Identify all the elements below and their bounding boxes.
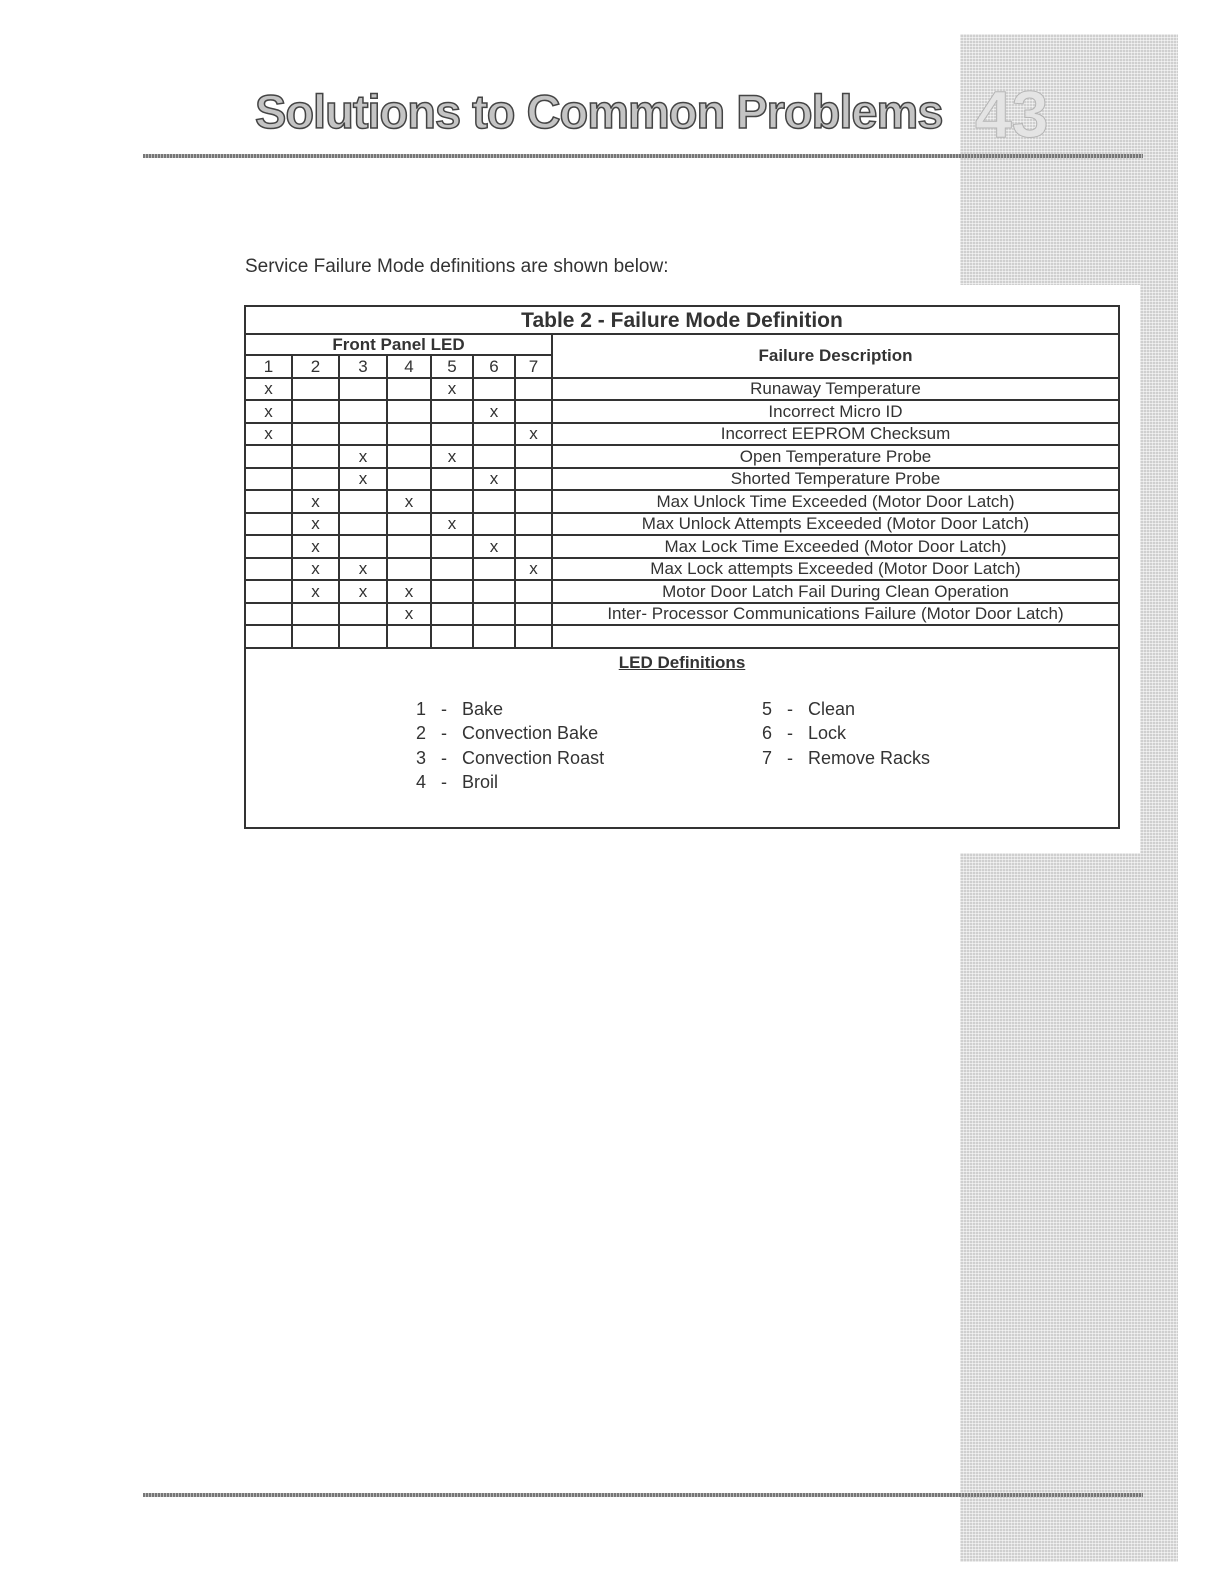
- led-mark-cell: [246, 513, 292, 536]
- led-definition-item: [406, 699, 503, 720]
- led-mark-cell: [339, 535, 387, 558]
- led-mark-cell: [515, 535, 552, 558]
- led-mark-cell: x: [387, 580, 431, 603]
- led-definition-label: Broil: [462, 772, 499, 792]
- front-panel-led-header: Front Panel LED: [246, 334, 552, 355]
- led-definition-item: [752, 723, 846, 744]
- led-definition-separator: -: [787, 698, 793, 719]
- led-definitions: [246, 649, 1118, 797]
- led-mark-cell: [515, 625, 552, 648]
- led-mark-cell: [292, 400, 339, 423]
- failure-description-cell: Incorrect Micro ID: [552, 400, 1118, 423]
- led-mark-cell: [473, 423, 515, 446]
- table-row: [246, 535, 1118, 558]
- failure-description-cell: Incorrect EEPROM Checksum: [552, 423, 1118, 446]
- failure-description-cell: Inter- Processor Communications Failure (Motor Door Latch): [552, 603, 1118, 626]
- led-mark-cell: [515, 603, 552, 626]
- led-definition-number: 3: [415, 747, 426, 768]
- led-mark-cell: x: [473, 400, 515, 423]
- led-mark-cell: [339, 513, 387, 536]
- led-definition-item: [752, 699, 855, 720]
- led-definition-label: Clean: [808, 698, 856, 719]
- led-definition-separator: -: [787, 747, 793, 768]
- table-row: [246, 378, 1118, 401]
- led-mark-cell: [292, 423, 339, 446]
- led-mark-cell: [431, 423, 473, 446]
- led-mark-cell: [339, 490, 387, 513]
- failure-description-cell: Max Lock Time Exceeded (Motor Door Latch): [552, 535, 1118, 558]
- led-mark-cell: [515, 468, 552, 491]
- led-mark-cell: [292, 378, 339, 401]
- table-row: [246, 423, 1118, 446]
- led-mark-cell: x: [431, 513, 473, 536]
- led-number-header: 2: [292, 355, 339, 378]
- led-mark-cell: [339, 400, 387, 423]
- led-mark-cell: [339, 378, 387, 401]
- led-number-header: 4: [387, 355, 431, 378]
- led-mark-cell: [387, 468, 431, 491]
- table-row: [246, 625, 1118, 648]
- failure-description-cell: Open Temperature Probe: [552, 445, 1118, 468]
- led-mark-cell: [339, 625, 387, 648]
- led-definition-label: Bake: [462, 698, 504, 719]
- led-mark-cell: [292, 445, 339, 468]
- led-mark-cell: [431, 400, 473, 423]
- table-row: [246, 400, 1118, 423]
- led-number-header: 1: [246, 355, 292, 378]
- led-definition-separator: -: [441, 698, 447, 719]
- led-mark-cell: x: [515, 558, 552, 581]
- led-mark-cell: x: [339, 445, 387, 468]
- table-row: [246, 445, 1118, 468]
- led-definition-number: 6: [761, 723, 772, 743]
- led-mark-cell: [515, 580, 552, 603]
- led-mark-cell: [292, 625, 339, 648]
- led-mark-cell: [292, 468, 339, 491]
- led-mark-cell: [515, 400, 552, 423]
- led-mark-cell: x: [339, 580, 387, 603]
- led-definition-separator: -: [441, 723, 447, 743]
- led-mark-cell: x: [292, 558, 339, 581]
- led-definition-label: Remove Racks: [808, 747, 931, 768]
- table-title: Table 2 - Failure Mode Definition: [246, 307, 1118, 334]
- led-mark-cell: x: [431, 378, 473, 401]
- led-mark-cell: [339, 423, 387, 446]
- header-rule: [143, 154, 1143, 158]
- led-mark-cell: [473, 558, 515, 581]
- led-mark-cell: [246, 535, 292, 558]
- failure-description-cell: Max Unlock Attempts Exceeded (Motor Door Latch): [552, 513, 1118, 536]
- table-row: [246, 513, 1118, 536]
- led-mark-cell: [246, 603, 292, 626]
- led-definition-label: Convection Roast: [462, 747, 605, 768]
- led-mark-cell: [387, 513, 431, 536]
- led-mark-cell: [473, 513, 515, 536]
- led-mark-cell: [387, 535, 431, 558]
- led-mark-cell: [387, 445, 431, 468]
- led-mark-cell: [473, 490, 515, 513]
- table-row: [246, 580, 1118, 603]
- led-definition-item: [406, 772, 498, 793]
- led-definition-number: 2: [415, 723, 426, 743]
- led-mark-cell: x: [246, 400, 292, 423]
- led-mark-cell: x: [473, 468, 515, 491]
- led-mark-cell: x: [339, 468, 387, 491]
- failure-mode-table-box: [244, 305, 1120, 829]
- led-number-header: 3: [339, 355, 387, 378]
- table-row: [246, 603, 1118, 626]
- led-mark-cell: x: [292, 513, 339, 536]
- led-mark-cell: [515, 490, 552, 513]
- table-row: [246, 490, 1118, 513]
- led-mark-cell: [473, 603, 515, 626]
- led-number-header: 7: [515, 355, 552, 378]
- led-number-header: 5: [431, 355, 473, 378]
- led-mark-cell: [515, 445, 552, 468]
- led-mark-cell: x: [387, 490, 431, 513]
- led-definition-separator: -: [787, 723, 793, 743]
- led-definition-label: Convection Bake: [462, 723, 599, 743]
- led-mark-cell: x: [246, 423, 292, 446]
- led-definition-item: [752, 748, 930, 769]
- led-mark-cell: [246, 580, 292, 603]
- led-mark-cell: x: [246, 378, 292, 401]
- led-mark-cell: [431, 468, 473, 491]
- led-mark-cell: [431, 558, 473, 581]
- footer-rule: [143, 1493, 1143, 1497]
- led-definition-number: 5: [761, 698, 772, 719]
- failure-mode-table: [246, 307, 1118, 649]
- led-mark-cell: x: [387, 603, 431, 626]
- led-mark-cell: x: [292, 580, 339, 603]
- led-definition-item: [406, 748, 604, 769]
- led-mark-cell: [246, 625, 292, 648]
- failure-description-cell: Runaway Temperature: [552, 378, 1118, 401]
- led-definition-separator: -: [441, 772, 447, 792]
- led-definition-item: [406, 723, 598, 744]
- failure-description-cell: Shorted Temperature Probe: [552, 468, 1118, 491]
- failure-description-cell: Motor Door Latch Fail During Clean Operation: [552, 580, 1118, 603]
- led-mark-cell: x: [431, 445, 473, 468]
- led-mark-cell: x: [473, 535, 515, 558]
- led-mark-cell: [387, 423, 431, 446]
- failure-description-cell: [552, 625, 1118, 648]
- led-mark-cell: [246, 558, 292, 581]
- led-mark-cell: [431, 603, 473, 626]
- led-mark-cell: x: [292, 490, 339, 513]
- failure-description-header: Failure Description: [552, 334, 1118, 378]
- led-mark-cell: x: [339, 558, 387, 581]
- led-mark-cell: [431, 535, 473, 558]
- led-mark-cell: [515, 513, 552, 536]
- led-mark-cell: [387, 378, 431, 401]
- led-mark-cell: x: [515, 423, 552, 446]
- failure-description-cell: Max Unlock Time Exceeded (Motor Door Latch): [552, 490, 1118, 513]
- table-row: [246, 468, 1118, 491]
- led-mark-cell: [473, 625, 515, 648]
- led-mark-cell: [387, 400, 431, 423]
- led-mark-cell: [515, 378, 552, 401]
- led-definition-number: 7: [761, 747, 772, 768]
- led-mark-cell: [246, 445, 292, 468]
- intro-text: Service Failure Mode definitions are shown below:: [245, 256, 669, 277]
- led-mark-cell: [387, 558, 431, 581]
- table-row: [246, 558, 1118, 581]
- led-definition-number: 4: [415, 772, 426, 792]
- led-definition-label: Lock: [808, 723, 847, 743]
- led-mark-cell: [246, 490, 292, 513]
- led-mark-cell: [339, 603, 387, 626]
- led-mark-cell: [431, 580, 473, 603]
- led-mark-cell: [473, 445, 515, 468]
- led-mark-cell: [431, 490, 473, 513]
- led-definitions-title: LED Definitions: [618, 652, 746, 672]
- led-mark-cell: [473, 580, 515, 603]
- led-mark-cell: x: [292, 535, 339, 558]
- failure-description-cell: Max Lock attempts Exceeded (Motor Door Latch): [552, 558, 1118, 581]
- led-definition-number: 1: [415, 698, 426, 719]
- led-mark-cell: [292, 603, 339, 626]
- led-mark-cell: [473, 378, 515, 401]
- led-mark-cell: [387, 625, 431, 648]
- led-mark-cell: [431, 625, 473, 648]
- led-mark-cell: [246, 468, 292, 491]
- page-number: 43: [975, 77, 1049, 151]
- page-title: Solutions to Common Problems: [255, 85, 943, 138]
- led-number-header: 6: [473, 355, 515, 378]
- led-definition-separator: -: [441, 747, 447, 768]
